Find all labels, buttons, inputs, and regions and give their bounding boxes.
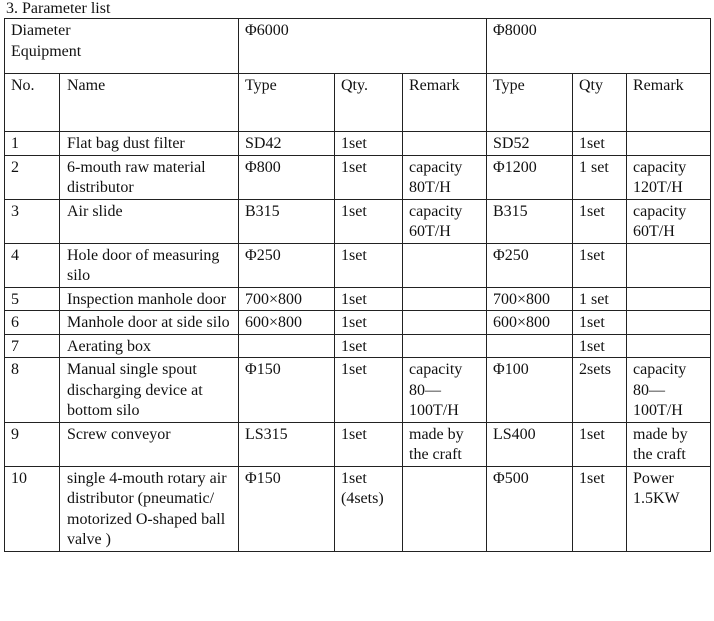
cell-no: 4 (5, 243, 60, 287)
cell-name: 6-mouth raw material distributor (60, 155, 239, 199)
cell-no: 2 (5, 155, 60, 199)
cell-remark-b: made by the craft (627, 422, 711, 466)
cell-name: Air slide (60, 199, 239, 243)
cell-remark-a (403, 311, 487, 335)
cell-remark-b (627, 287, 711, 311)
cell-name: Flat bag dust filter (60, 132, 239, 156)
table-row (5, 243, 711, 287)
table-row (5, 334, 711, 358)
cell-qty-b: 1set (573, 311, 627, 335)
cell-type-a: SD42 (239, 132, 335, 156)
table-row (5, 287, 711, 311)
cell-no: 8 (5, 358, 60, 423)
col-header-qty-b: Qty (573, 74, 627, 132)
cell-qty-b: 1set (573, 466, 627, 551)
cell-remark-b (627, 334, 711, 358)
cell-name: Aerating box (60, 334, 239, 358)
col-header-no: No. (5, 74, 60, 132)
col-header-type-b: Type (487, 74, 573, 132)
cell-no: 7 (5, 334, 60, 358)
header-row-columns (5, 74, 711, 132)
cell-type-b: Φ500 (487, 466, 573, 551)
cell-qty-b: 1set (573, 422, 627, 466)
cell-remark-b: capacity 60T/H (627, 199, 711, 243)
cell-type-a: Φ250 (239, 243, 335, 287)
cell-remark-a: capacity 80— 100T/H (403, 358, 487, 423)
cell-qty-a: 1set (335, 287, 403, 311)
table-row (5, 358, 711, 423)
cell-name: single 4-mouth rotary air distributor (pneumatic/ motorized O-shaped ball valve ) (60, 466, 239, 551)
cell-type-a: Φ150 (239, 466, 335, 551)
cell-type-b: Φ1200 (487, 155, 573, 199)
table-row (5, 132, 711, 156)
cell-type-b: LS400 (487, 422, 573, 466)
cell-qty-a: 1set (4sets) (335, 466, 403, 551)
cell-remark-b (627, 311, 711, 335)
cell-remark-a (403, 466, 487, 551)
cell-no: 5 (5, 287, 60, 311)
cell-qty-b: 2sets (573, 358, 627, 423)
cell-qty-b: 1set (573, 243, 627, 287)
cell-type-b (487, 334, 573, 358)
cell-type-b: 600×800 (487, 311, 573, 335)
cell-qty-a: 1set (335, 155, 403, 199)
cell-remark-a: capacity 80T/H (403, 155, 487, 199)
cell-remark-b: capacity 80— 100T/H (627, 358, 711, 423)
cell-remark-a (403, 334, 487, 358)
cell-type-b: Φ100 (487, 358, 573, 423)
parameter-table (4, 18, 711, 552)
diameter-a-header: Φ6000 (239, 19, 487, 74)
cell-qty-b: 1set (573, 199, 627, 243)
table-row (5, 466, 711, 551)
cell-qty-b: 1 set (573, 287, 627, 311)
cell-remark-a: capacity 60T/H (403, 199, 487, 243)
cell-qty-a: 1set (335, 243, 403, 287)
diameter-b-header: Φ8000 (487, 19, 711, 74)
cell-remark-a (403, 287, 487, 311)
cell-remark-a (403, 132, 487, 156)
cell-qty-a: 1set (335, 199, 403, 243)
cell-qty-b: 1set (573, 132, 627, 156)
cell-type-b: Φ250 (487, 243, 573, 287)
cell-type-b: B315 (487, 199, 573, 243)
corner-header: Diameter Equipment (5, 19, 239, 74)
cell-remark-a (403, 243, 487, 287)
cell-remark-b: Power 1.5KW (627, 466, 711, 551)
cell-no: 10 (5, 466, 60, 551)
cell-remark-b (627, 243, 711, 287)
cell-name: Inspection manhole door (60, 287, 239, 311)
table-row (5, 199, 711, 243)
table-row (5, 311, 711, 335)
cell-remark-b: capacity 120T/H (627, 155, 711, 199)
cell-name: Hole door of measuring silo (60, 243, 239, 287)
section-title: 3. Parameter list (6, 0, 111, 17)
col-header-remark-b: Remark (627, 74, 711, 132)
cell-no: 1 (5, 132, 60, 156)
cell-type-a: Φ150 (239, 358, 335, 423)
cell-name: Manual single spout discharging device at bottom silo (60, 358, 239, 423)
cell-type-a: 700×800 (239, 287, 335, 311)
cell-remark-a: made by the craft (403, 422, 487, 466)
cell-qty-a: 1set (335, 358, 403, 423)
cell-qty-a: 1set (335, 132, 403, 156)
cell-type-a (239, 334, 335, 358)
cell-no: 9 (5, 422, 60, 466)
table-row (5, 422, 711, 466)
cell-type-a: 600×800 (239, 311, 335, 335)
cell-type-a: LS315 (239, 422, 335, 466)
cell-qty-a: 1set (335, 334, 403, 358)
col-header-remark-a: Remark (403, 74, 487, 132)
cell-qty-a: 1set (335, 422, 403, 466)
cell-name: Screw conveyor (60, 422, 239, 466)
table-row (5, 155, 711, 199)
cell-type-b: SD52 (487, 132, 573, 156)
cell-qty-b: 1 set (573, 155, 627, 199)
cell-type-b: 700×800 (487, 287, 573, 311)
cell-no: 3 (5, 199, 60, 243)
col-header-name: Name (60, 74, 239, 132)
col-header-qty-a: Qty. (335, 74, 403, 132)
cell-type-a: B315 (239, 199, 335, 243)
cell-qty-b: 1set (573, 334, 627, 358)
cell-qty-a: 1set (335, 311, 403, 335)
cell-no: 6 (5, 311, 60, 335)
header-row-diameter (5, 19, 711, 74)
cell-name: Manhole door at side silo (60, 311, 239, 335)
cell-type-a: Φ800 (239, 155, 335, 199)
col-header-type-a: Type (239, 74, 335, 132)
cell-remark-b (627, 132, 711, 156)
